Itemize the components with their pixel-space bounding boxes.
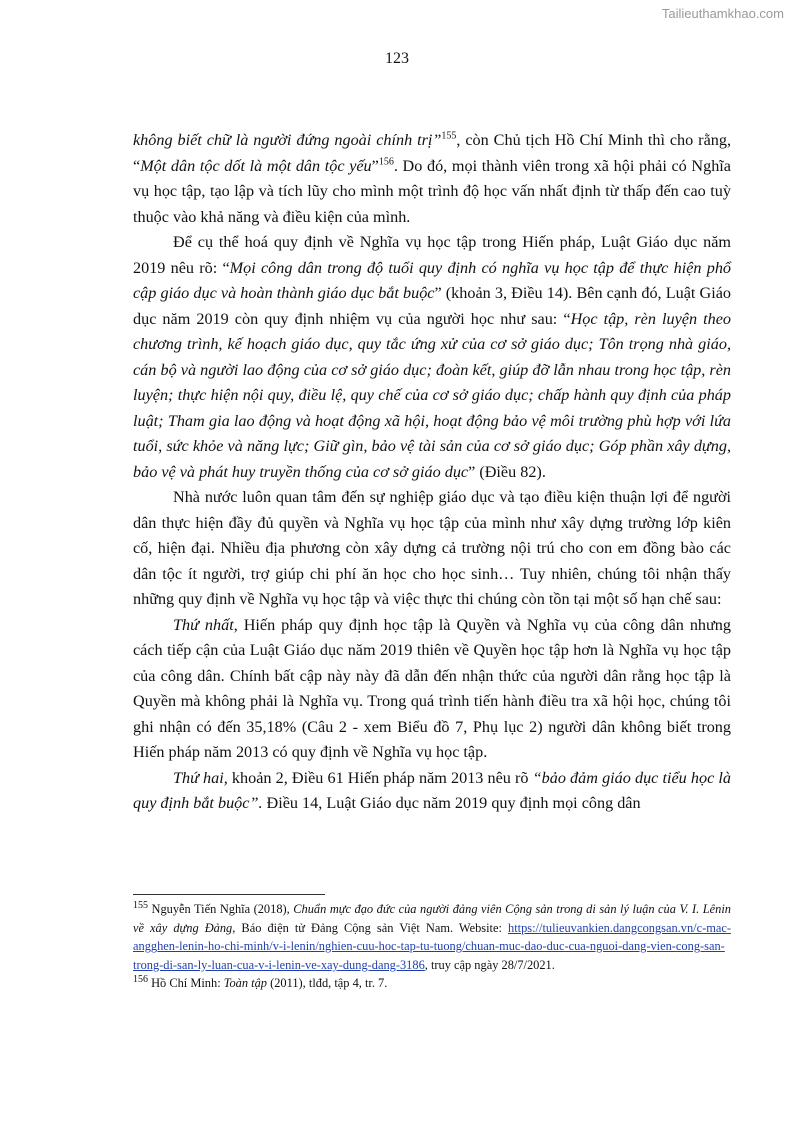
footnote-156 <box>133 974 731 993</box>
body-span: Để cụ thể hoá quy định về Nghĩa vụ học tập trong Hiến pháp, Luật Giáo dục năm 2019 nêu rõ: “ <box>133 233 731 277</box>
lead-phrase: Thứ hai, <box>173 768 228 787</box>
footnote-ref-156[interactable]: 156 <box>378 156 394 168</box>
quote-text: “bảo đảm giáo dục tiểu học là quy định bắt buộc”. <box>133 768 731 812</box>
footnote-access-date: , truy cập ngày 28/7/2021. <box>424 957 555 972</box>
paragraph-3: Nhà nước luôn quan tâm đến sự nghiệp giáo dục và tạo điều kiện thuận lợi để người dân thực hiện đầy đủ quyền và Nghĩa vụ học tập của mình như xây dựng trường lớp kiên cố, hiện đại. Nhiều địa phương còn xây dựng cả trường nội trú cho con em đồng bào các dân tộc ít người, trợ giúp chi phí ăn học cho học sinh… Tuy nhiên, chúng tôi nhận thấy những quy định về Nghĩa vụ học tập và việc thực thi chúng còn tồn tại một số hạn chế sau: <box>133 488 731 608</box>
footnote-author: Hồ Chí Minh: <box>148 976 224 991</box>
lead-phrase: Thứ nhất <box>173 615 234 634</box>
quote-text: Một dân tộc dốt là một dân tộc yếu <box>140 156 372 175</box>
footnote-number: 156 <box>133 974 148 986</box>
paragraph-1 <box>133 128 731 230</box>
footnote-author: Nguyễn Tiến Nghĩa (2018), <box>148 902 294 916</box>
paragraph-2 <box>133 230 731 485</box>
paragraph-4 <box>133 613 731 766</box>
body-span: , Hiến pháp quy định học tập là Quyền và Nghĩa vụ của công dân nhưng cách tiếp cận của Luật Giáo dục năm 2019 thiên về Quyền học tập hơn là Nghĩa vụ học tập của công dân. Chính bất cập này này đã dẫn đến nhận thức của người dân rằng học tập là Quyền mà không phải là Nghĩa vụ. Trong quá trình tiến hành điều tra xã hội học, chúng tôi ghi nhận có đến 35,18% (Câu 2 - xem Biểu đồ 7, Phụ lục 2) người dân không biết trong Hiến pháp năm 2013 có quy định về Nghĩa vụ học tập. <box>133 615 731 761</box>
footnotes <box>133 900 731 993</box>
body-span: Điều 14, Luật Giáo dục năm 2019 quy định mọi công dân <box>262 794 641 812</box>
body-span: , còn Chủ tịch Hồ Chí Minh thì cho rằng, “ <box>133 131 731 175</box>
quote-text: Học tập, rèn luyện theo chương trình, kế hoạch giáo dục, quy tắc ứng xử của cơ sở giáo dục; Tôn trọng nhà giáo, cán bộ và người lao động của cơ sở giáo dục; đoàn kết, giúp đỡ lẫn nhau trong học tập, rèn luyện; thực hiện nội quy, điều lệ, quy chế của cơ sở giáo dục; chấp hành quy định của pháp luật; Tham gia lao động và hoạt động xã hội, hoạt động bảo vệ môi trường phù hợp với lứa tuổi, sức khỏe và năng lực; Giữ gìn, bảo vệ tài sản của cơ sở giáo dục; Góp phần xây dựng, bảo vệ và phát huy truyền thống của cơ sở giáo dục <box>133 309 732 481</box>
footnote-source: , Báo điện tử Đảng Cộng sản Việt Nam. Website: <box>232 920 509 935</box>
watermark: Tailieuthamkhao.com <box>661 6 784 21</box>
quote-text: không biết chữ là người đứng ngoài chính trị” <box>133 131 442 149</box>
footnote-title: Toàn tập <box>223 976 268 991</box>
body-span: khoản 2, Điều 61 Hiến pháp năm 2013 nêu rõ <box>227 768 533 787</box>
body-span: ” <box>371 156 379 175</box>
page-number: 123 <box>385 50 409 67</box>
body-span: ” (khoản 3, Điều 14). Bên cạnh đó, Luật Giáo dục năm 2019 còn quy định nhiệm vụ của người học như sau: “ <box>133 284 731 328</box>
body-span: . Do đó, mọi thành viên trong xã hội phải có Nghĩa vụ học tập, tạo lập và tích lũy cho mình một trình độ học vấn nhất định từ thấp đến cao tuỳ thuộc vào khả năng và điều kiện của mình. <box>133 156 731 226</box>
footnote-ref-155[interactable]: 155 <box>441 130 457 142</box>
footnote-source: (2011), tlđd, tập 4, tr. 7. <box>267 976 388 991</box>
footnote-separator <box>133 894 325 895</box>
paragraph-5 <box>133 766 731 817</box>
footnote-number: 155 <box>133 899 148 911</box>
body-span: ” (Điều 82). <box>468 462 546 481</box>
footnote-title: Chuẩn mực đạo đức của người đảng viên Cộng sản trong di sản lý luận của V. I. Lênin về xây dựng Đảng <box>133 902 731 935</box>
quote-text: Mọi công dân trong độ tuổi quy định có nghĩa vụ học tập để thực hiện phổ cập giáo dục và hoàn thành giáo dục bắt buộc <box>133 258 732 302</box>
footnote-url-link[interactable]: https://tulieuvankien.dangcongsan.vn/c-mac-angghen-lenin-ho-chi-minh/v-i-lenin/nghien-cuu-hoc-tap-tu-tuong/chuan-muc-dao-duc-cua-nguoi-dang-vien-cong-san-trong-di-san-ly-luan-cua-v-i-lenin-ve-xay-dung-dang-3186 <box>133 920 731 972</box>
footnote-155 <box>133 900 731 974</box>
body-text <box>133 128 731 817</box>
